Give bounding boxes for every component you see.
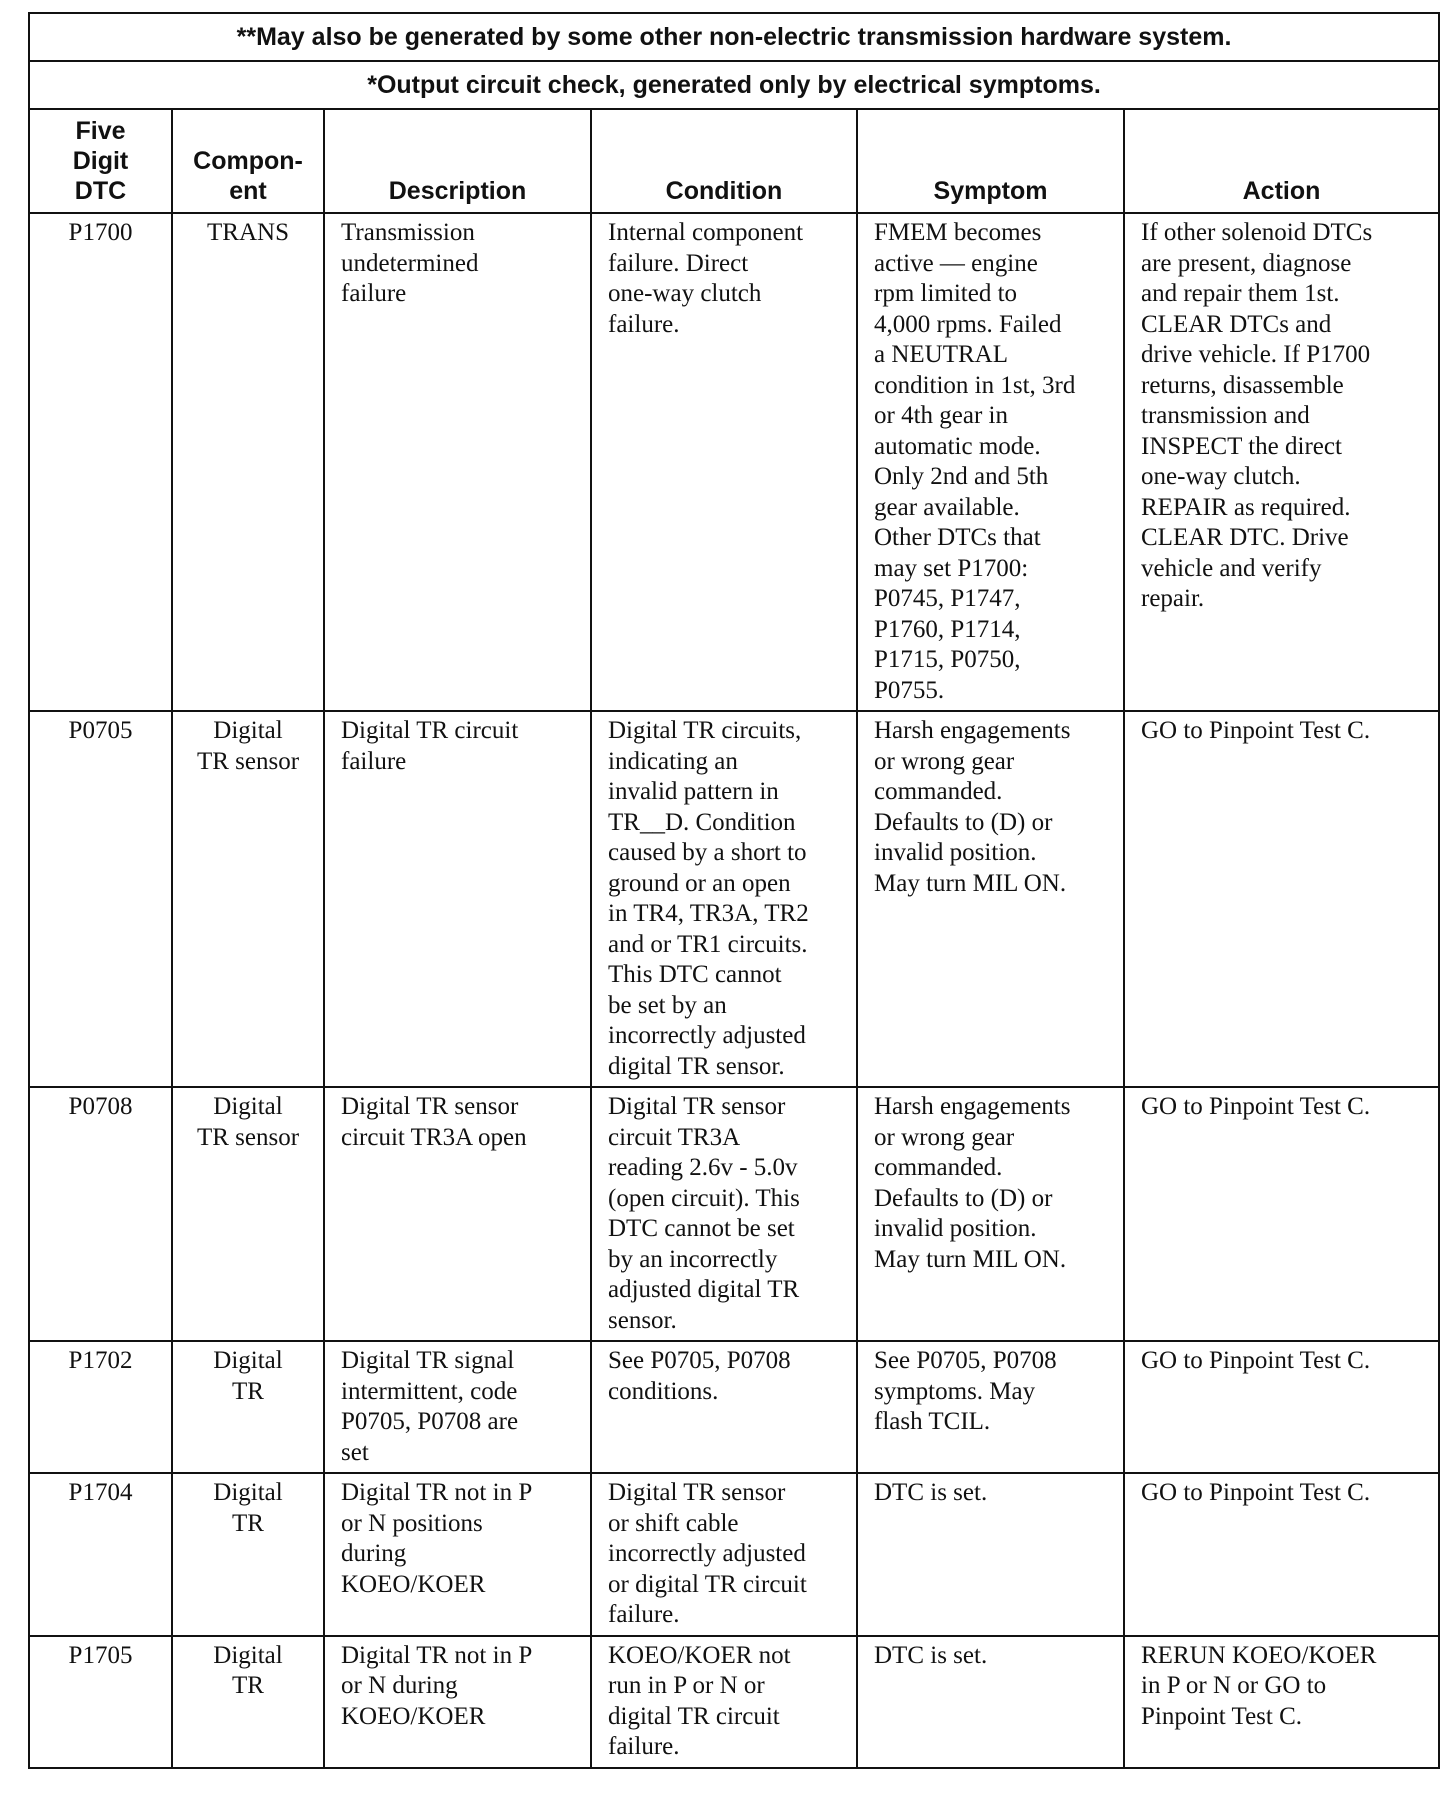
component: TRANS	[172, 213, 324, 711]
condition: Digital TR sensor or shift cable incorrectly adjusted or digital TR circuit failure.	[591, 1473, 857, 1636]
table-row	[29, 213, 1439, 711]
note-row-2	[29, 61, 1439, 109]
dtc-code: P1704	[29, 1473, 172, 1636]
header-condition: Condition	[591, 109, 857, 213]
action: GO to Pinpoint Test C.	[1124, 1087, 1439, 1341]
header-description: Description	[324, 109, 591, 213]
header-symptom: Symptom	[857, 109, 1124, 213]
condition: Digital TR sensor circuit TR3A reading 2.6v - 5.0v (open circuit). This DTC cannot be set by an incorrectly adjusted digital TR sensor.	[591, 1087, 857, 1341]
description: Digital TR signal intermittent, code P0705, P0708 are set	[324, 1341, 591, 1473]
symptom: Harsh engagements or wrong gear commanded. Defaults to (D) or invalid position. May turn MIL ON.	[857, 711, 1124, 1087]
note-row-1	[29, 13, 1439, 61]
description: Transmission undetermined failure	[324, 213, 591, 711]
symptom: DTC is set.	[857, 1473, 1124, 1636]
description: Digital TR circuit failure	[324, 711, 591, 1087]
dtc-code: P0705	[29, 711, 172, 1087]
condition: See P0705, P0708 conditions.	[591, 1341, 857, 1473]
description: Digital TR not in P or N during KOEO/KOER	[324, 1636, 591, 1768]
note-banner-2: *Output circuit check, generated only by electrical symptoms.	[29, 61, 1439, 109]
symptom: FMEM becomes active — engine rpm limited to 4,000 rpms. Failed a NEUTRAL condition in 1st, 3rd or 4th gear in automatic mode. Only 2nd and 5th gear available. Other DTCs that may set P1700: P0745, P1747, P1760, P1714, P1715, P0750, P0755.	[857, 213, 1124, 711]
description: Digital TR not in P or N positions during KOEO/KOER	[324, 1473, 591, 1636]
symptom: DTC is set.	[857, 1636, 1124, 1768]
table-row	[29, 1636, 1439, 1768]
component: Digital TR sensor	[172, 711, 324, 1087]
header-row	[29, 109, 1439, 213]
component: Digital TR	[172, 1341, 324, 1473]
header-action: Action	[1124, 109, 1439, 213]
action: GO to Pinpoint Test C.	[1124, 711, 1439, 1087]
action: RERUN KOEO/KOER in P or N or GO to Pinpoint Test C.	[1124, 1636, 1439, 1768]
component: Digital TR	[172, 1636, 324, 1768]
dtc-table	[28, 12, 1440, 1769]
dtc-code: P0708	[29, 1087, 172, 1341]
dtc-code: P1700	[29, 213, 172, 711]
dtc-code: P1705	[29, 1636, 172, 1768]
symptom: See P0705, P0708 symptoms. May flash TCIL.	[857, 1341, 1124, 1473]
header-dtc: Five Digit DTC	[29, 109, 172, 213]
table-row	[29, 1341, 1439, 1473]
note-banner-1: **May also be generated by some other non-electric transmission hardware system.	[29, 13, 1439, 61]
description: Digital TR sensor circuit TR3A open	[324, 1087, 591, 1341]
condition: KOEO/KOER not run in P or N or digital TR circuit failure.	[591, 1636, 857, 1768]
condition: Internal component failure. Direct one-way clutch failure.	[591, 213, 857, 711]
table-row	[29, 711, 1439, 1087]
table-row	[29, 1087, 1439, 1341]
component: Digital TR sensor	[172, 1087, 324, 1341]
component: Digital TR	[172, 1473, 324, 1636]
dtc-code: P1702	[29, 1341, 172, 1473]
table-row	[29, 1473, 1439, 1636]
action: GO to Pinpoint Test C.	[1124, 1473, 1439, 1636]
condition: Digital TR circuits, indicating an invalid pattern in TR__D. Condition caused by a short to ground or an open in TR4, TR3A, TR2 and or TR1 circuits. This DTC cannot be set by an incorrectly adjusted digital TR sensor.	[591, 711, 857, 1087]
action: If other solenoid DTCs are present, diagnose and repair them 1st. CLEAR DTCs and drive vehicle. If P1700 returns, disassemble transmission and INSPECT the direct one-way clutch. REPAIR as required. CLEAR DTC. Drive vehicle and verify repair.	[1124, 213, 1439, 711]
action: GO to Pinpoint Test C.	[1124, 1341, 1439, 1473]
header-component: Compon- ent	[172, 109, 324, 213]
symptom: Harsh engagements or wrong gear commanded. Defaults to (D) or invalid position. May turn MIL ON.	[857, 1087, 1124, 1341]
